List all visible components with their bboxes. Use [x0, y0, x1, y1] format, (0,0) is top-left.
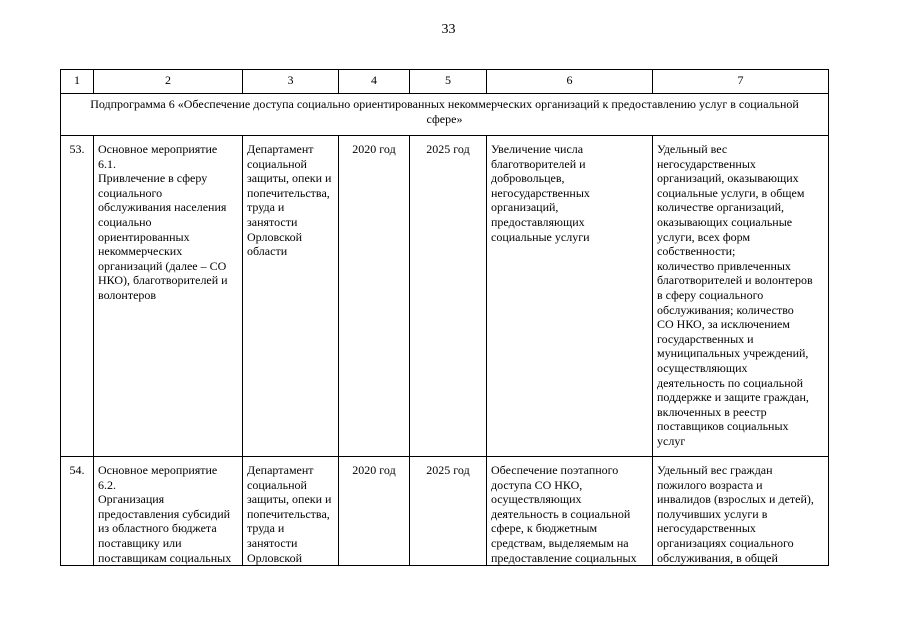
cell-line: получивших услуги в: [657, 506, 768, 521]
column-header: 4: [339, 70, 410, 94]
cell-line: предоставление социальных: [491, 550, 637, 565]
indicator-cell: [653, 457, 829, 566]
cell-line: поставщику или: [98, 535, 182, 550]
cell-line: занятости: [247, 535, 298, 550]
result-cell: [487, 457, 653, 566]
cell-line: социально: [98, 214, 152, 229]
result-cell: [487, 136, 653, 457]
cell-line: попечительства,: [247, 506, 330, 521]
cell-line: 6.1.: [98, 156, 116, 171]
cell-line: Удельный вес граждан: [657, 463, 773, 477]
cell-line: организаций (далее – СО: [98, 258, 227, 273]
cell-line: социальной: [247, 477, 307, 492]
column-header: 2: [94, 70, 243, 94]
page-number: 33: [441, 22, 456, 37]
cell-line: собственности;: [657, 244, 736, 259]
cell-line: инвалидов (взрослых и детей),: [657, 492, 814, 507]
cell-line: государственных и: [657, 331, 754, 346]
cell-line: занятости: [247, 214, 298, 229]
cell-line: труда и: [247, 200, 285, 215]
column-header: 7: [653, 70, 829, 94]
cell-line: организаций, оказывающих: [657, 171, 799, 186]
subprogram-title: [61, 94, 829, 136]
cell-line: предоставляющих: [491, 214, 585, 229]
cell-line: СО НКО, за исключением: [657, 317, 790, 332]
cell-line: средствам, выделяемым на: [491, 535, 629, 550]
cell-line: организациях социального: [657, 535, 794, 550]
cell-line: благотворителей и волонтеров: [657, 273, 813, 288]
cell-line: муниципальных учреждений,: [657, 346, 809, 361]
subprogram-title-line: Подпрограмма 6 «Обеспечение доступа социально ориентированных некоммерческих организаций к предоставлению услуг в социальной: [90, 97, 799, 111]
cell-line: социальные услуги, в общем: [657, 185, 805, 200]
cell-line: Привлечение в сферу: [98, 171, 208, 186]
subprogram-title-line: сфере»: [426, 111, 463, 126]
cell-line: предоставления субсидий: [98, 506, 231, 521]
cell-line: доступа СО НКО,: [491, 477, 583, 492]
cell-line: негосударственных: [491, 185, 590, 200]
start-year: 2020 год: [339, 136, 410, 457]
cell-line: НКО), благотворителей и: [98, 273, 228, 288]
cell-line: Организация: [98, 492, 165, 507]
cell-line: поставщиков социальных: [657, 419, 789, 434]
event-cell: [94, 457, 243, 566]
start-year: 2020 год: [339, 457, 410, 566]
cell-line: негосударственных: [657, 156, 756, 171]
program-table: [60, 69, 829, 566]
cell-line: пожилого возраста и: [657, 477, 763, 492]
cell-line: деятельность в социальной: [491, 506, 631, 521]
cell-line: услуги, всех форм: [657, 229, 751, 244]
cell-line: обслуживания населения: [98, 200, 227, 215]
column-header: 3: [243, 70, 339, 94]
table-row: [61, 136, 829, 457]
cell-line: ориентированных: [98, 229, 190, 244]
cell-line: услуг: [657, 433, 686, 448]
executor-cell: [243, 136, 339, 457]
column-header: 1: [61, 70, 94, 94]
cell-line: Орловской: [247, 550, 303, 565]
event-cell: [94, 136, 243, 457]
cell-line: попечительства,: [247, 185, 330, 200]
cell-line: Орловской: [247, 229, 303, 244]
cell-line: Основное мероприятие: [98, 463, 218, 477]
cell-line: организаций,: [491, 200, 559, 215]
cell-line: Департамент: [247, 463, 314, 477]
cell-line: оказывающих социальные: [657, 214, 793, 229]
indicator-cell: [653, 136, 829, 457]
cell-line: социальные услуги: [491, 229, 590, 244]
cell-line: Удельный вес: [657, 142, 728, 156]
cell-line: благотворителей и: [491, 156, 586, 171]
cell-line: труда и: [247, 521, 285, 536]
column-header: 5: [410, 70, 487, 94]
cell-line: добровольцев,: [491, 171, 565, 186]
cell-line: социального: [98, 185, 163, 200]
cell-line: осуществляющих: [491, 492, 582, 507]
cell-line: включенных в реестр: [657, 404, 767, 419]
table-row: [61, 457, 829, 566]
cell-line: социальной: [247, 156, 307, 171]
cell-line: поставщикам социальных: [98, 550, 232, 565]
cell-line: поддержке и защите граждан,: [657, 390, 809, 405]
cell-line: обслуживания; количество: [657, 302, 794, 317]
cell-line: в сферу социального: [657, 287, 764, 302]
cell-line: Департамент: [247, 142, 314, 156]
cell-line: защиты, опеки и: [247, 171, 332, 186]
end-year: 2025 год: [410, 457, 487, 566]
end-year: 2025 год: [410, 136, 487, 457]
cell-line: области: [247, 244, 288, 259]
cell-line: осуществляющих: [657, 360, 748, 375]
column-header: 6: [487, 70, 653, 94]
cell-line: Обеспечение поэтапного: [491, 463, 619, 477]
cell-line: деятельность по социальной: [657, 375, 804, 390]
row-number: 54.: [61, 457, 94, 566]
cell-line: негосударственных: [657, 521, 756, 536]
cell-line: 6.2.: [98, 477, 116, 492]
column-number-row: [61, 70, 829, 94]
cell-line: сфере, к бюджетным: [491, 521, 598, 536]
cell-line: из областного бюджета: [98, 521, 217, 536]
cell-line: количестве организаций,: [657, 200, 785, 215]
subprogram-row: [61, 94, 829, 136]
cell-line: защиты, опеки и: [247, 492, 332, 507]
executor-cell: [243, 457, 339, 566]
row-number: 53.: [61, 136, 94, 457]
cell-line: волонтеров: [98, 287, 157, 302]
cell-line: количество привлеченных: [657, 258, 791, 273]
cell-line: некоммерческих: [98, 244, 183, 259]
cell-line: Основное мероприятие: [98, 142, 218, 156]
cell-line: обслуживания, в общей: [657, 550, 778, 565]
cell-line: Увеличение числа: [491, 142, 584, 156]
